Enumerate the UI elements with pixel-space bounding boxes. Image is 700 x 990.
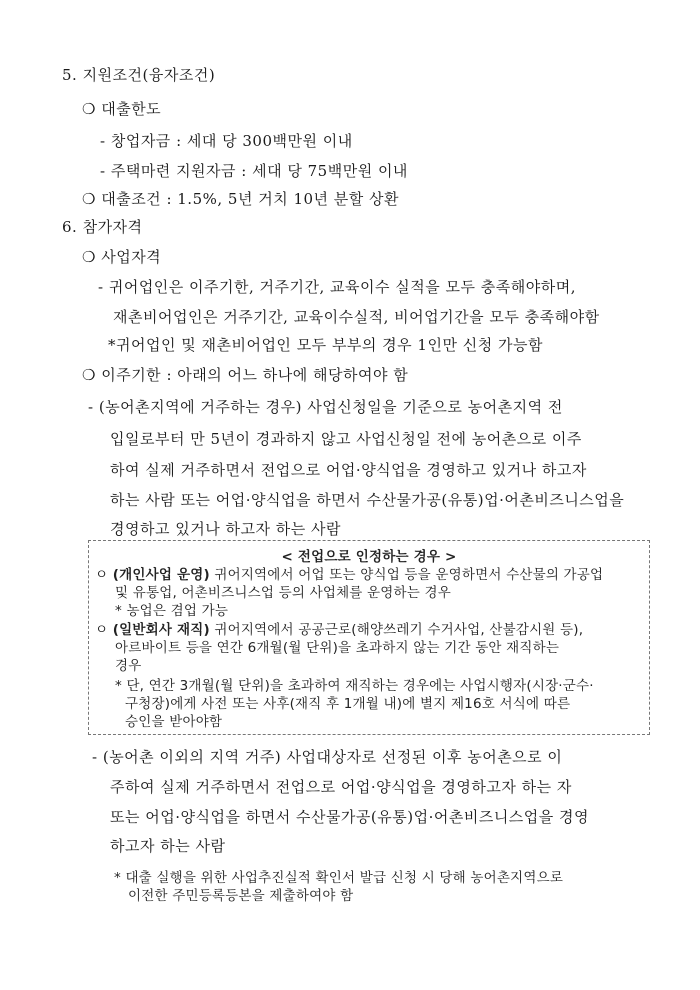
box-item-marker: ㅇ bbox=[95, 622, 109, 638]
case1-line: - (농어촌지역에 거주하는 경우) 사업신청일을 기준으로 농어촌지역 전 bbox=[88, 398, 563, 416]
qualification-note: *귀어업인 및 재촌비어업인 모두 부부의 경우 1인만 신청 가능함 bbox=[108, 336, 543, 354]
case1-line: 하여 실제 거주하면서 전업으로 어업·양식업을 경영하고 있거나 하고자 bbox=[110, 461, 587, 479]
box-item-label: (일반회사 재직) bbox=[112, 622, 210, 638]
section-5-heading: 5. 지원조건(융자조건) bbox=[62, 66, 216, 84]
box-item-2-cont: 경우 bbox=[115, 658, 142, 674]
footnote-line: * 대출 실행을 위한 사업추진실적 확인서 발급 신청 시 당해 농어촌지역으로 bbox=[114, 870, 564, 886]
box-item-text: 귀어지역에서 공공근로(해양쓰레기 수거사업, 산불감시원 등), bbox=[209, 622, 584, 638]
case2-line: 주하여 실제 거주하면서 전업으로 어업·양식업을 경영하고자 하는 자 bbox=[110, 778, 572, 796]
loan-terms: ❍ 대출조건 : 1.5%, 5년 거치 10년 분할 상환 bbox=[82, 190, 400, 208]
box-item-1-cont: 및 유통업, 어촌비즈니스업 등의 사업체를 운영하는 경우 bbox=[115, 585, 451, 601]
case1-line: 경영하고 있거나 하고자 하는 사람 bbox=[110, 520, 341, 538]
box-item-1-note: * 농업은 겸업 가능 bbox=[115, 603, 229, 619]
qualification-line: - 귀어업인은 이주기한, 거주기간, 교육이수 실적을 모두 충족해야하며, bbox=[98, 278, 576, 296]
fulltime-criteria-box bbox=[88, 540, 650, 735]
relocation-deadline-bullet: ❍ 이주기한 : 아래의 어느 하나에 해당하여야 함 bbox=[82, 366, 409, 384]
box-item-text: 귀어지역에서 어업 또는 양식업 등을 운영하면서 수산물의 가공업 bbox=[209, 567, 604, 583]
business-qualification-bullet: ❍ 사업자격 bbox=[82, 248, 162, 266]
box-title: < 전업으로 인정하는 경우 > bbox=[281, 549, 457, 565]
case2-line: - (농어촌 이외의 지역 거주) 사업대상자로 선정된 이후 농어촌으로 이 bbox=[92, 748, 563, 766]
loan-limit-item: - 창업자금 : 세대 당 300백만원 이내 bbox=[100, 132, 353, 150]
section-6-heading: 6. 참가자격 bbox=[62, 218, 143, 236]
footnote-line: 이전한 주민등록등본을 제출하여야 함 bbox=[128, 888, 354, 904]
case1-line: 입일로부터 만 5년이 경과하지 않고 사업신청일 전에 농어촌으로 이주 bbox=[110, 430, 582, 448]
loan-limit-bullet: ❍ 대출한도 bbox=[82, 100, 162, 118]
case2-line: 또는 어업·양식업을 하면서 수산물가공(유통)업·어촌비즈니스업을 경영 bbox=[110, 808, 590, 826]
box-item-2-cont: 아르바이트 등을 연간 6개월(월 단위)을 초과하지 않는 기간 동안 재직하는 bbox=[115, 640, 560, 656]
box-item-2-note: 승인을 받아야함 bbox=[125, 714, 223, 730]
qualification-line: 재촌비어업인은 거주기간, 교육이수실적, 비어업기간을 모두 충족해야함 bbox=[113, 308, 600, 326]
case2-line: 하고자 하는 사람 bbox=[110, 837, 226, 855]
loan-limit-item: - 주택마련 지원자금 : 세대 당 75백만원 이내 bbox=[100, 162, 408, 180]
box-item-1 bbox=[95, 563, 603, 583]
box-item-marker: ㅇ bbox=[95, 567, 109, 583]
case1-line: 하는 사람 또는 어업·양식업을 하면서 수산물가공(유통)업·어촌비즈니스업을 bbox=[110, 491, 625, 509]
box-item-label: (개인사업 운영) bbox=[112, 567, 210, 583]
box-item-2-note: 구청장)에게 사전 또는 사후(재직 후 1개월 내)에 별지 제16호 서식에 따른 bbox=[125, 696, 571, 712]
box-item-2 bbox=[95, 618, 583, 638]
box-item-2-note: * 단, 연간 3개월(월 단위)을 초과하여 재직하는 경우에는 사업시행자(시장·군수· bbox=[115, 678, 594, 694]
